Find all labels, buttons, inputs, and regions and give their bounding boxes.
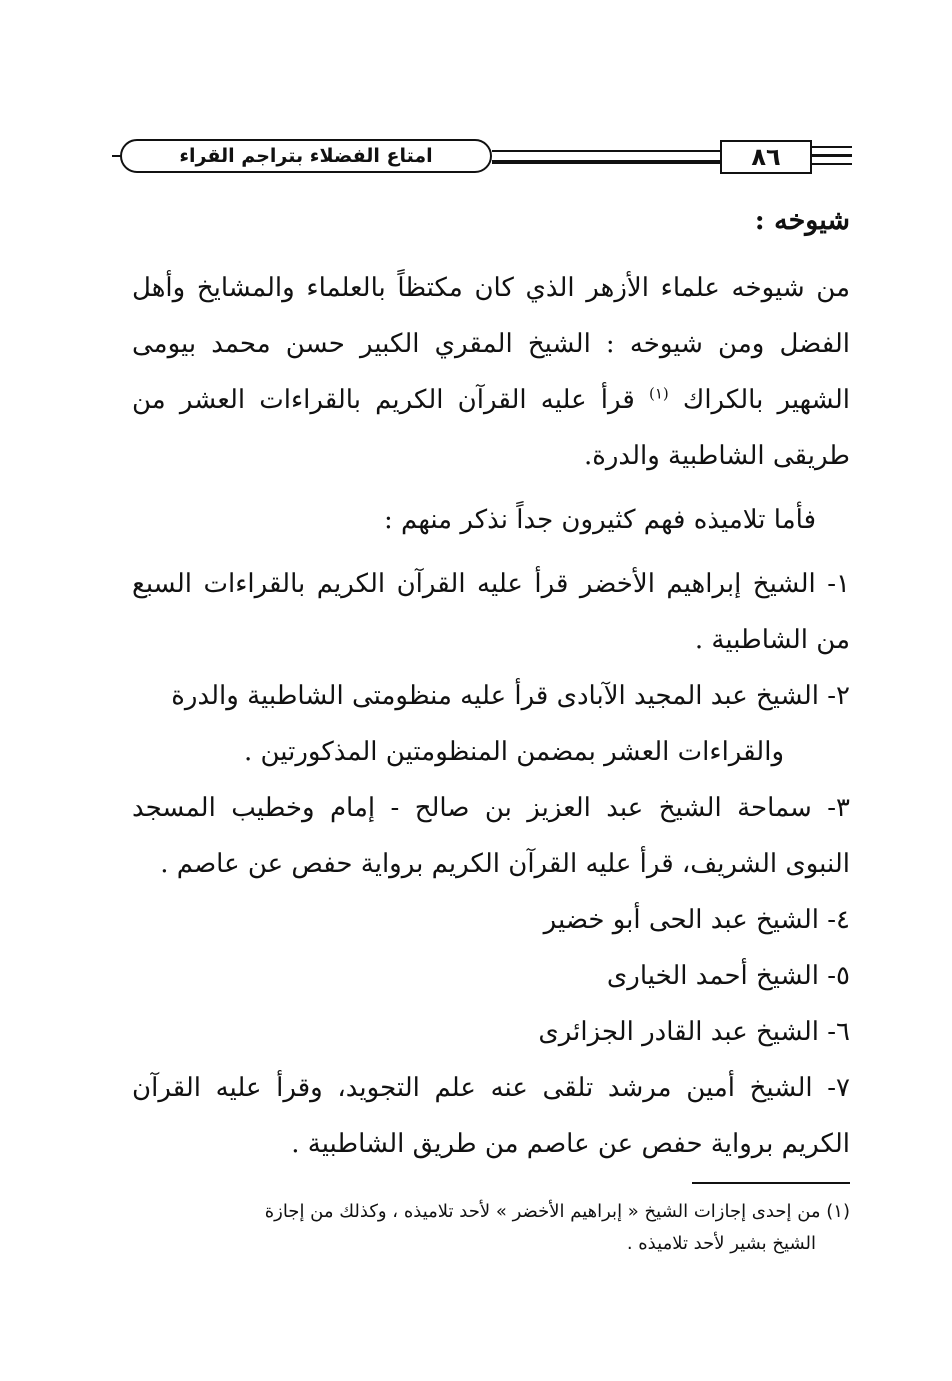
list-item-text: ٣- سماحة الشيخ عبد العزيز بن صالح - إمام وخطيب المسجد bbox=[132, 793, 850, 823]
teachers-text-cont: قرأ عليه القرآن الكريم بالقراءات العشر من طريقى الشاطبية والدرة. bbox=[132, 385, 850, 471]
list-item-text: ٢- الشيخ عبد المجيد الآبادى قرأ عليه منظومتى الشاطبية والدرة bbox=[171, 681, 850, 711]
footnote-separator bbox=[692, 1182, 850, 1184]
book-title: امتاع الفضلاء بتراجم القراء bbox=[120, 139, 492, 173]
list-item bbox=[132, 1004, 850, 1060]
footnote bbox=[132, 1196, 850, 1260]
header-rule-mid-top bbox=[492, 150, 720, 152]
footnote-reference: (١) bbox=[648, 384, 669, 403]
list-item-text: ٧- الشيخ أمين مرشد تلقى عنه علم التجويد، وقرأ عليه القرآن bbox=[132, 1073, 850, 1103]
main-text bbox=[132, 198, 850, 1172]
page-number: ٨٦ bbox=[720, 140, 812, 174]
list-item bbox=[132, 892, 850, 948]
list-item-text-cont: النبوى الشريف، قرأ عليه القرآن الكريم برواية حفص عن عاصم . bbox=[160, 849, 850, 879]
header-rule-right-3 bbox=[812, 163, 852, 165]
running-header bbox=[112, 138, 852, 176]
list-item bbox=[132, 556, 850, 668]
list-item-text: ١- الشيخ إبراهيم الأخضر قرأ عليه القرآن الكريم بالقراءات السبع bbox=[132, 569, 850, 599]
list-item-text-cont: من الشاطبية . bbox=[694, 625, 850, 655]
list-item-text: ٤- الشيخ عبد الحى أبو خضير bbox=[543, 905, 850, 935]
footnote-line-1: (١) من إحدى إجازات الشيخ « إبراهيم الأخضر » لأحد تلاميذه ، وكذلك من إجازة bbox=[264, 1201, 850, 1222]
list-item-text-cont: الكريم برواية حفص عن عاصم من طريق الشاطبية . bbox=[291, 1129, 850, 1159]
teachers-paragraph bbox=[132, 260, 850, 484]
list-item bbox=[132, 1060, 850, 1172]
list-item bbox=[132, 668, 850, 780]
list-item-text-cont: والقراءات العشر بمضمن المنظومتين المذكورتين . bbox=[243, 737, 784, 767]
header-rule-mid-bottom bbox=[492, 160, 720, 164]
list-item-text: ٦- الشيخ عبد القادر الجزائرى bbox=[538, 1017, 850, 1047]
list-item-text: ٥- الشيخ أحمد الخيارى bbox=[606, 961, 850, 991]
list-item bbox=[132, 780, 850, 892]
header-rule-right-2 bbox=[812, 154, 852, 157]
students-intro: فأما تلاميذه فهم كثيرون جداً نذكر منهم : bbox=[384, 505, 816, 535]
footnote-line-2: الشيخ بشير لأحد تلاميذه . bbox=[626, 1233, 816, 1254]
header-rule-right-1 bbox=[812, 146, 852, 148]
section-heading: شيوخه : bbox=[754, 205, 850, 236]
teachers-text: من شيوخه علماء الأزهر الذي كان مكتظاً بالعلماء والمشايخ وأهل الفضل ومن شيوخه : الشيخ المقري الكبير حسن محمد بيومى الشهير بالكراك bbox=[132, 273, 851, 415]
list-item bbox=[132, 948, 850, 1004]
